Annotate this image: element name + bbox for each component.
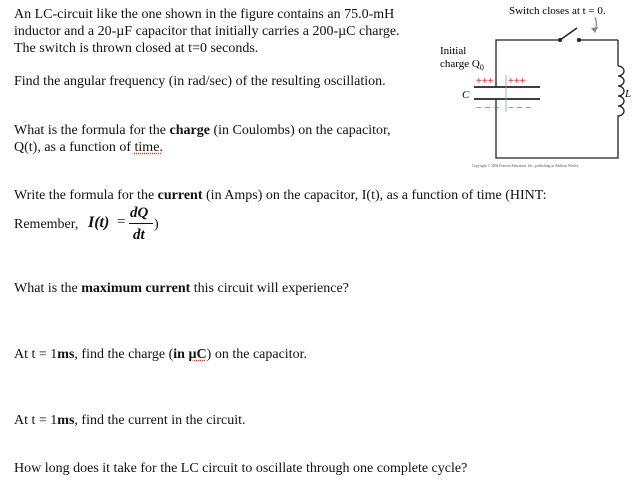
problem-line-3: The switch is thrown closed at t=0 seconds. (14, 41, 259, 56)
inductor (618, 66, 624, 118)
q3-pre: Write the formula for the (14, 188, 158, 203)
q5-bold2: in (173, 347, 189, 362)
q3-numerator: dQ (130, 205, 149, 221)
question-current-at-1ms (14, 412, 245, 429)
q6-bold: ms (57, 413, 75, 428)
question-current-formula (14, 187, 547, 204)
inductor-coil (618, 66, 624, 118)
charge-label-sub: 0 (479, 63, 484, 72)
switch (558, 17, 598, 42)
q5-bold2-unit: µC (188, 347, 207, 362)
q5-pre: At t = 1 (14, 347, 58, 362)
charge-label (440, 58, 484, 72)
q2-line2-pre: Q(t), as a function of (14, 140, 135, 155)
q3-post: (in Amps) on the capacitor, I(t), as a function of time (HINT: (202, 188, 547, 203)
q4-pre: What is the (14, 281, 82, 296)
inductor-label: L (625, 88, 632, 100)
q2-bold: charge (169, 123, 210, 138)
q6-post: , find the current in the circuit. (74, 413, 246, 428)
plus-charges-right: +++ (508, 76, 526, 87)
lc-circuit-figure (436, 0, 633, 175)
question-max-current (14, 280, 349, 297)
capacitor (462, 75, 540, 114)
charge-label-main: charge Q (440, 58, 480, 70)
q6-pre: At t = 1 (14, 413, 58, 428)
switch-blade (560, 28, 577, 40)
q3-remember: Remember, (14, 217, 79, 232)
q2-pre: What is the formula for the (14, 123, 170, 138)
question-period: How long does it take for the LC circuit to oscillate through one complete cycle? (14, 461, 468, 476)
problem-line-1: An LC-circuit like the one shown in the figure contains an 75.0-mH (14, 7, 395, 22)
plus-charges-left: +++ (476, 76, 494, 87)
question-charge-formula-line2 (14, 139, 163, 156)
q3-close-paren: ) (154, 217, 159, 232)
question-charge-formula (14, 122, 391, 139)
copyright-text: Copyright © 2004 Pearson Education, Inc., publishing as Addison Wesley. (472, 164, 580, 168)
q5-bold1: ms (57, 347, 75, 362)
q3-bold: current (157, 188, 203, 203)
initial-label: Initial (440, 45, 467, 57)
q3-equals: = (117, 214, 126, 230)
fraction-bar (129, 223, 153, 224)
switch-label: Switch closes at t = 0. (509, 5, 606, 17)
question-angular-frequency: Find the angular frequency (in rad/sec) of the resulting oscillation. (14, 74, 386, 89)
switch-arrowhead-icon (591, 27, 598, 33)
q2-post: (in Coulombs) on the capacitor, (209, 123, 391, 138)
q2-line2-time: time. (134, 140, 163, 155)
switch-contact (577, 38, 581, 42)
q4-post: this circuit will experience? (190, 281, 349, 296)
capacitor-label: C (462, 89, 470, 101)
minus-charges-left: − − − (476, 103, 500, 114)
question-charge-at-1ms (14, 346, 307, 363)
q5-post: ) on the capacitor. (206, 347, 307, 362)
problem-line-2: inductor and a 20-µF capacitor that initially carries a 200-µC charge. (14, 24, 400, 39)
q3-denominator: dt (133, 227, 145, 243)
minus-charges-right: − − − (508, 103, 532, 114)
q3-lhs: I(t) (88, 214, 110, 231)
q4-bold: maximum current (81, 281, 191, 296)
q5-mid: , find the charge ( (74, 347, 174, 362)
